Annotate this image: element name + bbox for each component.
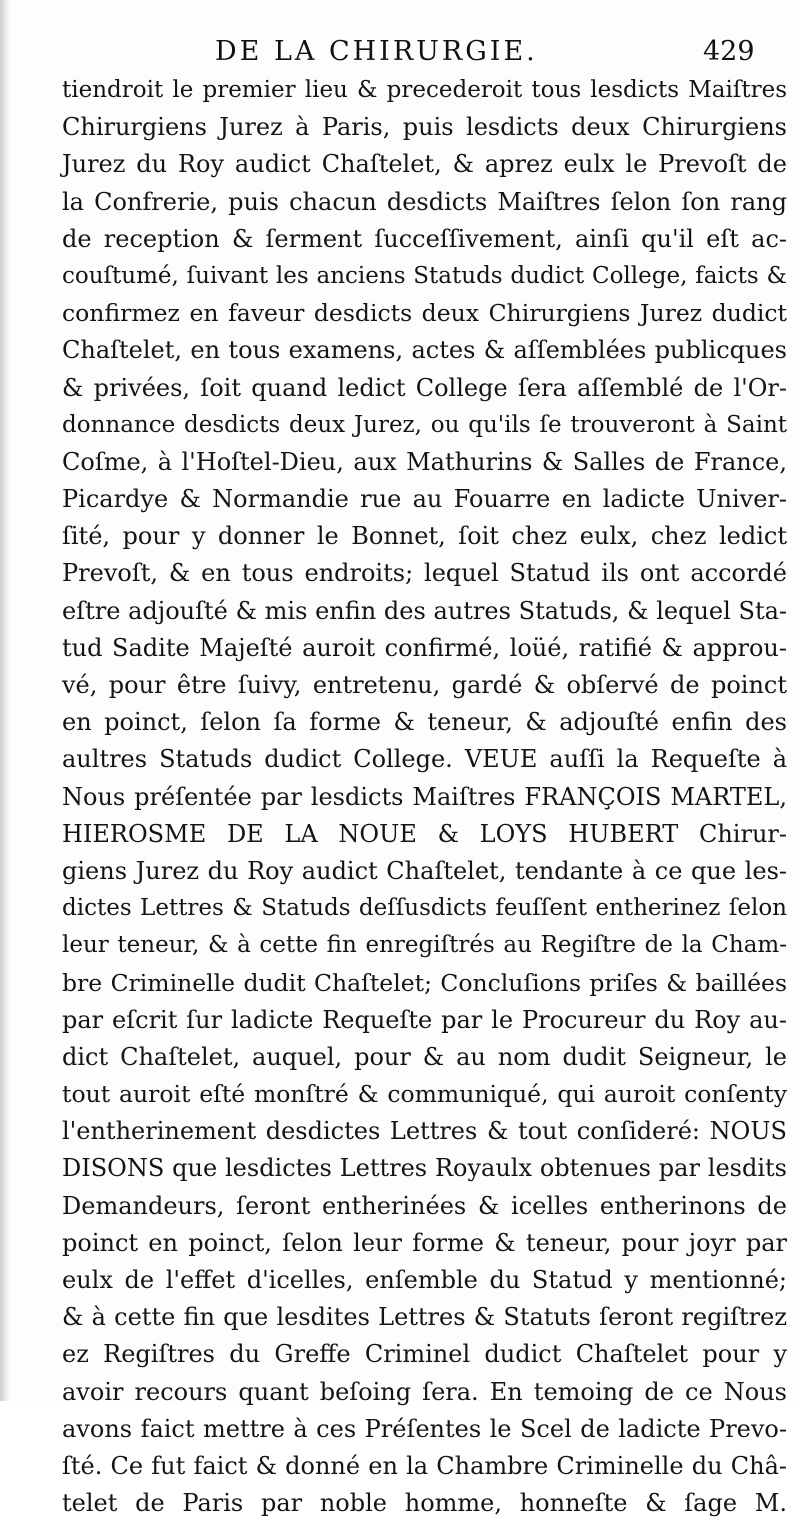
- page-number: 429: [703, 36, 755, 67]
- text-line: l'entherinement desdictes Lettres & tout conſideré: NOUS: [62, 1117, 787, 1146]
- page-gutter-shadow: [0, 0, 10, 1401]
- text-line: de reception & ſerment ſucceſſivement, ainſi qu'il eſt ac-: [62, 224, 787, 253]
- text-line: poinct en poinct, ſelon leur forme & teneur, pour joyr par: [62, 1228, 787, 1257]
- text-line: leur teneur, & à cette fin enregiſtrés au Regiſtre de la Cham-: [62, 932, 787, 959]
- text-line: Coſme, à l'Hoſtel-Dieu, aux Mathurins & Salles de France,: [62, 447, 787, 476]
- running-title: DE LA CHIRURGIE.: [215, 36, 538, 67]
- text-line: Prevoſt, & en tous endroits; lequel Statud ils ont accordé: [62, 559, 787, 588]
- text-line: giens Jurez du Roy audict Chaſtelet, tendante à ce que les-: [62, 856, 787, 885]
- text-line: tout auroit eſté monſtré & communiqué, qui auroit conſenty: [62, 1080, 787, 1109]
- text-line: en poinct, ſelon ſa forme & teneur, & adjouſté enfin des: [62, 708, 787, 737]
- text-line: HIEROSME DE LA NOUE & LOYS HUBERT Chirur-: [62, 819, 787, 848]
- body-text: [62, 72, 787, 1522]
- text-line: Chirurgiens Jurez à Paris, puis lesdicts deux Chirurgiens: [62, 113, 787, 142]
- text-line: Nous préſentée par lesdicts Maiſtres FRANÇOIS MARTEL,: [62, 782, 787, 811]
- text-line: Chaſtelet, en tous examens, actes & aſſemblées publicques: [62, 336, 787, 365]
- text-line: couſtumé, ſuivant les anciens Statuds dudict College, faicts &: [62, 262, 787, 289]
- text-line: Jurez du Roy audict Chaſtelet, & aprez eulx le Prevoſt de: [62, 150, 787, 179]
- text-line: bre Criminelle dudit Chaſtelet; Concluſions priſes & baillées: [62, 968, 787, 997]
- text-line: Picardye & Normandie rue au Fouarre en ladicte Univer-: [62, 485, 787, 514]
- text-line: & à cette fin que lesdites Lettres & Statuts ſeront regiſtrez: [62, 1303, 787, 1332]
- text-line: dict Chaſtelet, auquel, pour & au nom dudit Seigneur, le: [62, 1042, 787, 1071]
- text-line: dictes Lettres & Statuds deſſusdicts feuſſent entherinez ſelon: [62, 895, 787, 922]
- text-line: ſté. Ce fut faict & donné en la Chambre Criminelle du Châ-: [62, 1451, 787, 1480]
- running-head: [0, 36, 800, 76]
- text-line: par eſcrit ſur ladicte Requeſte par le Procureur du Roy au-: [62, 1005, 787, 1034]
- text-line: eulx de l'effet d'icelles, enſemble du Statud y mentionné;: [62, 1266, 787, 1294]
- text-line: aultres Statuds dudict College. VEUE auſſi la Requeſte à: [62, 745, 787, 774]
- text-line: tiendroit le premier lieu & precederoit tous lesdicts Maiſtres: [62, 77, 787, 103]
- text-line: vé, pour être ſuivy, entretenu, gardé & obſervé de poinct: [62, 671, 787, 699]
- text-line: telet de Paris par noble homme, honneſte & ſage M.: [62, 1489, 787, 1518]
- text-line: la Confrerie, puis chacun desdicts Maiſtres ſelon ſon rang: [62, 187, 787, 216]
- text-line: DISONS que lesdictes Lettres Royaulx obtenues par lesdits: [62, 1154, 787, 1183]
- text-line: avoir recours quant beſoing ſera. En temoing de ce Nous: [62, 1377, 787, 1406]
- text-line: ſité, pour y donner le Bonnet, ſoit chez eulx, chez ledict: [62, 522, 787, 551]
- text-line: confirmez en faveur desdicts deux Chirurgiens Jurez dudict: [62, 299, 787, 328]
- text-line: eſtre adjouſté & mis enfin des autres Statuds, & lequel Sta-: [62, 596, 787, 625]
- text-line: avons faict mettre à ces Préſentes le Scel de ladicte Prevo-: [62, 1414, 787, 1443]
- text-line: donnance desdicts deux Jurez, ou qu'ils ſe trouveront à Saint: [62, 411, 787, 438]
- text-line: ez Regiſtres du Greffe Criminel dudict Chaſtelet pour y: [62, 1340, 787, 1369]
- text-line: Demandeurs, ſeront entherinées & icelles entherinons de: [62, 1191, 787, 1220]
- text-line: & privées, ſoit quand ledict College ſera aſſemblé de l'Or-: [62, 373, 787, 402]
- text-line: tud Sadite Majeſté auroit confirmé, loüé, ratifié & approu-: [62, 633, 787, 662]
